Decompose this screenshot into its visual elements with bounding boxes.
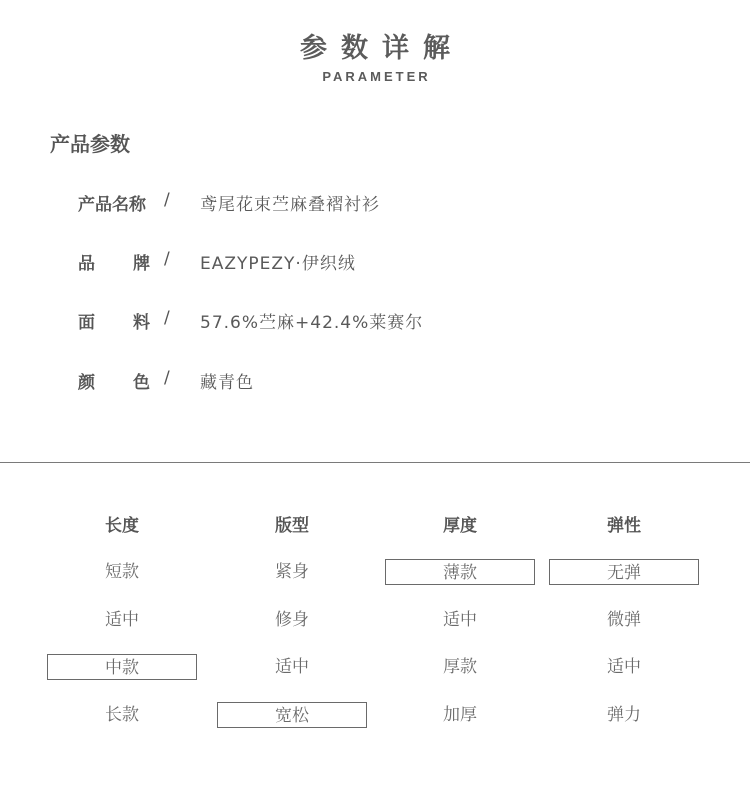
attribute-option: 短款	[105, 562, 139, 582]
param-separator: /	[164, 368, 170, 388]
param-label: 颜 色	[78, 373, 150, 393]
param-separator: /	[164, 190, 170, 210]
attribute-option: 适中	[607, 657, 641, 677]
attribute-option: 修身	[275, 610, 309, 630]
param-value: 鸢尾花束苎麻叠褶衬衫	[200, 195, 380, 215]
param-value: 57.6%苎麻+42.4%莱赛尔	[200, 313, 424, 333]
param-separator: /	[164, 308, 170, 328]
section-divider	[0, 462, 750, 463]
param-separator: /	[164, 249, 170, 269]
column-header: 版型	[275, 516, 309, 536]
attribute-option: 适中	[105, 610, 139, 630]
column-header: 弹性	[607, 516, 641, 536]
param-label: 面 料	[78, 313, 150, 333]
attribute-option: 厚款	[443, 657, 477, 677]
param-value: 藏青色	[200, 373, 254, 393]
attribute-option: 中款	[47, 654, 197, 680]
column-header: 长度	[105, 516, 139, 536]
section-title-product-params: 产品参数	[50, 132, 130, 156]
param-value: EAZYPEZY·伊织绒	[200, 254, 356, 274]
attribute-option: 加厚	[443, 705, 477, 725]
attribute-option: 长款	[105, 705, 139, 725]
attribute-option: 薄款	[385, 559, 535, 585]
column-header: 厚度	[443, 516, 477, 536]
attribute-option: 弹力	[607, 705, 641, 725]
attribute-option: 紧身	[275, 562, 309, 582]
attribute-option: 无弹	[549, 559, 699, 585]
attribute-option: 适中	[443, 610, 477, 630]
page-title: 参数详解	[300, 33, 464, 64]
param-label: 产品名称	[78, 195, 146, 215]
attribute-option: 适中	[275, 657, 309, 677]
page-subtitle: PARAMETER	[322, 69, 431, 84]
param-label: 品 牌	[78, 254, 150, 274]
attribute-option: 宽松	[217, 702, 367, 728]
attribute-option: 微弹	[607, 610, 641, 630]
